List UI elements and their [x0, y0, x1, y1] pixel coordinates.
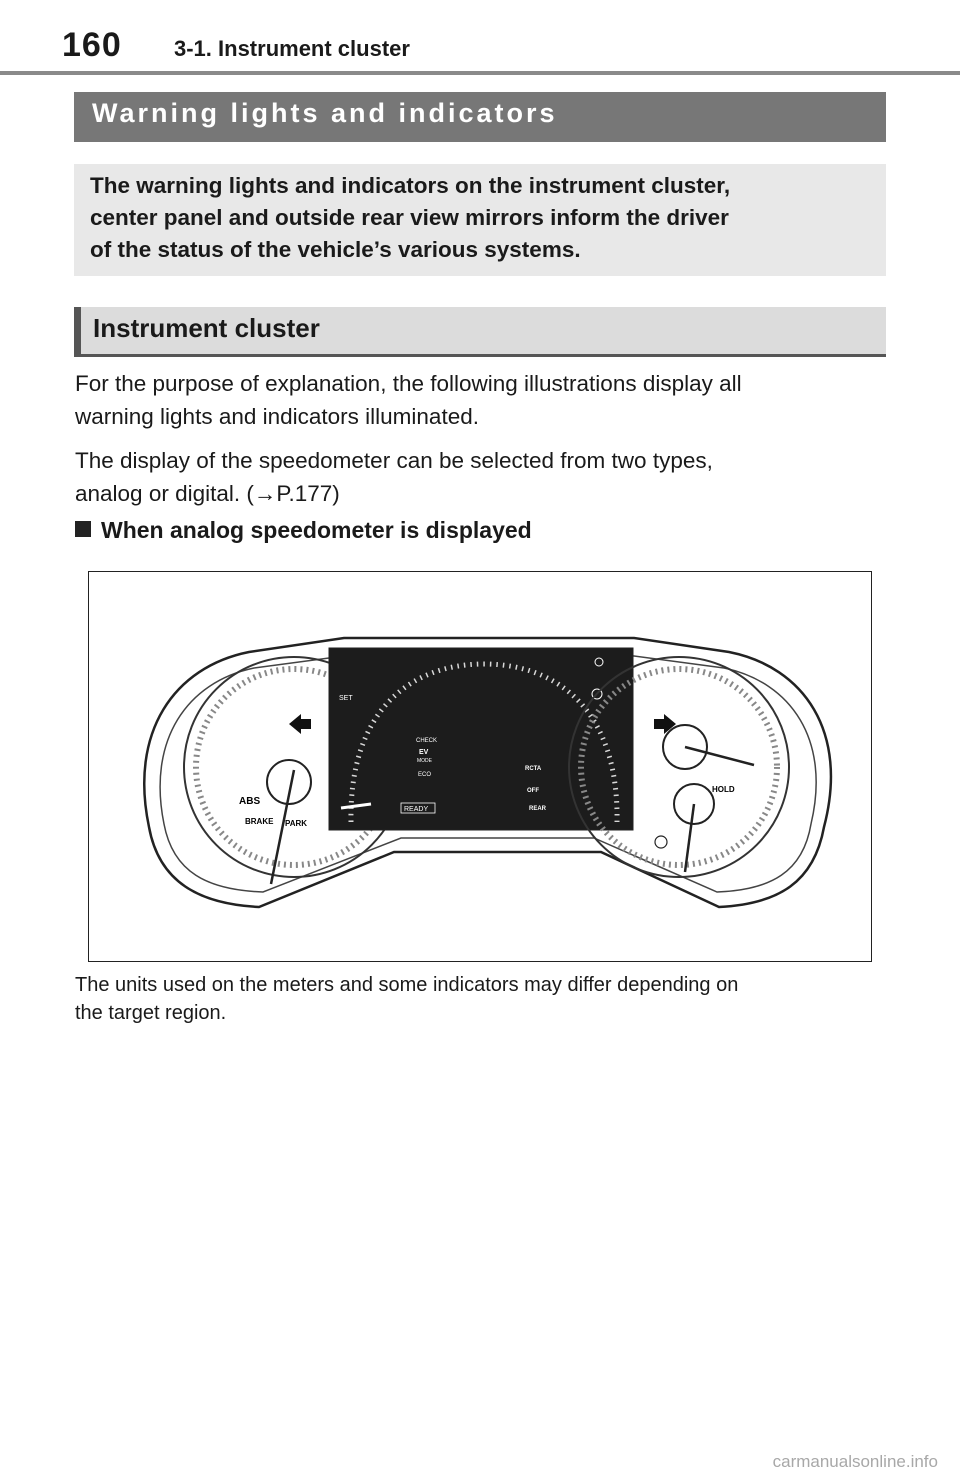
paragraph-line: The display of the speedometer can be selected from two types,: [75, 448, 713, 473]
abs-label: ABS: [239, 796, 261, 807]
header-rule: [0, 71, 960, 75]
eco-label: ECO: [418, 772, 432, 778]
watermark: carmanualsonline.info: [772, 1452, 938, 1471]
intro-line: The warning lights and indicators on the instrument cluster,: [90, 173, 731, 198]
page-reference-link[interactable]: P.177): [276, 481, 340, 506]
square-bullet-icon: [75, 521, 91, 537]
ready-label: READY: [404, 806, 429, 813]
subsection-title: Instrument cluster: [74, 307, 886, 357]
note: [75, 971, 885, 1027]
bullet-heading: [75, 517, 532, 544]
instrument-cluster-figure: [88, 571, 872, 962]
paragraph-explanation: [75, 367, 885, 433]
paragraph-display-types: [75, 444, 885, 510]
left-arrow-icon: [289, 714, 311, 734]
paragraph-line: warning lights and indicators illuminated.: [75, 404, 479, 429]
paragraph-line: For the purpose of explanation, the following illustrations display all: [75, 371, 742, 396]
rcta-label: RCTA: [525, 766, 542, 772]
ev-label: EV: [419, 749, 429, 756]
right-needle-upper: [685, 747, 754, 765]
brake-label: BRAKE: [245, 817, 274, 826]
intro-line: of the status of the vehicle’s various systems.: [90, 237, 581, 262]
bullet-heading-text: When analog speedometer is displayed: [101, 517, 532, 543]
paragraph-line: [75, 477, 885, 510]
instrument-cluster-illustration: [89, 572, 873, 963]
mode-label: MODE: [417, 758, 432, 764]
note-line: The units used on the meters and some indicators may differ depending on: [75, 974, 739, 996]
right-arrow-icon: [654, 714, 676, 734]
page-number: 160: [62, 26, 122, 64]
set-label: SET: [339, 695, 353, 702]
rear-label: REAR: [529, 806, 547, 812]
park-label: PARK: [285, 819, 308, 828]
section-title: Warning lights and indicators: [74, 92, 886, 142]
off-label: OFF: [527, 788, 539, 794]
intro-box: [74, 164, 886, 276]
arrow-icon: →: [253, 481, 277, 506]
intro-line: center panel and outside rear view mirrors inform the driver: [90, 205, 729, 230]
chapter-title: 3-1. Instrument cluster: [174, 36, 410, 61]
hold-label: HOLD: [712, 785, 735, 794]
check-label: CHECK: [416, 738, 438, 744]
indicator-circle: [655, 836, 667, 848]
paragraph-text: analog or digital. (: [75, 481, 254, 506]
note-line: the target region.: [75, 1002, 227, 1024]
